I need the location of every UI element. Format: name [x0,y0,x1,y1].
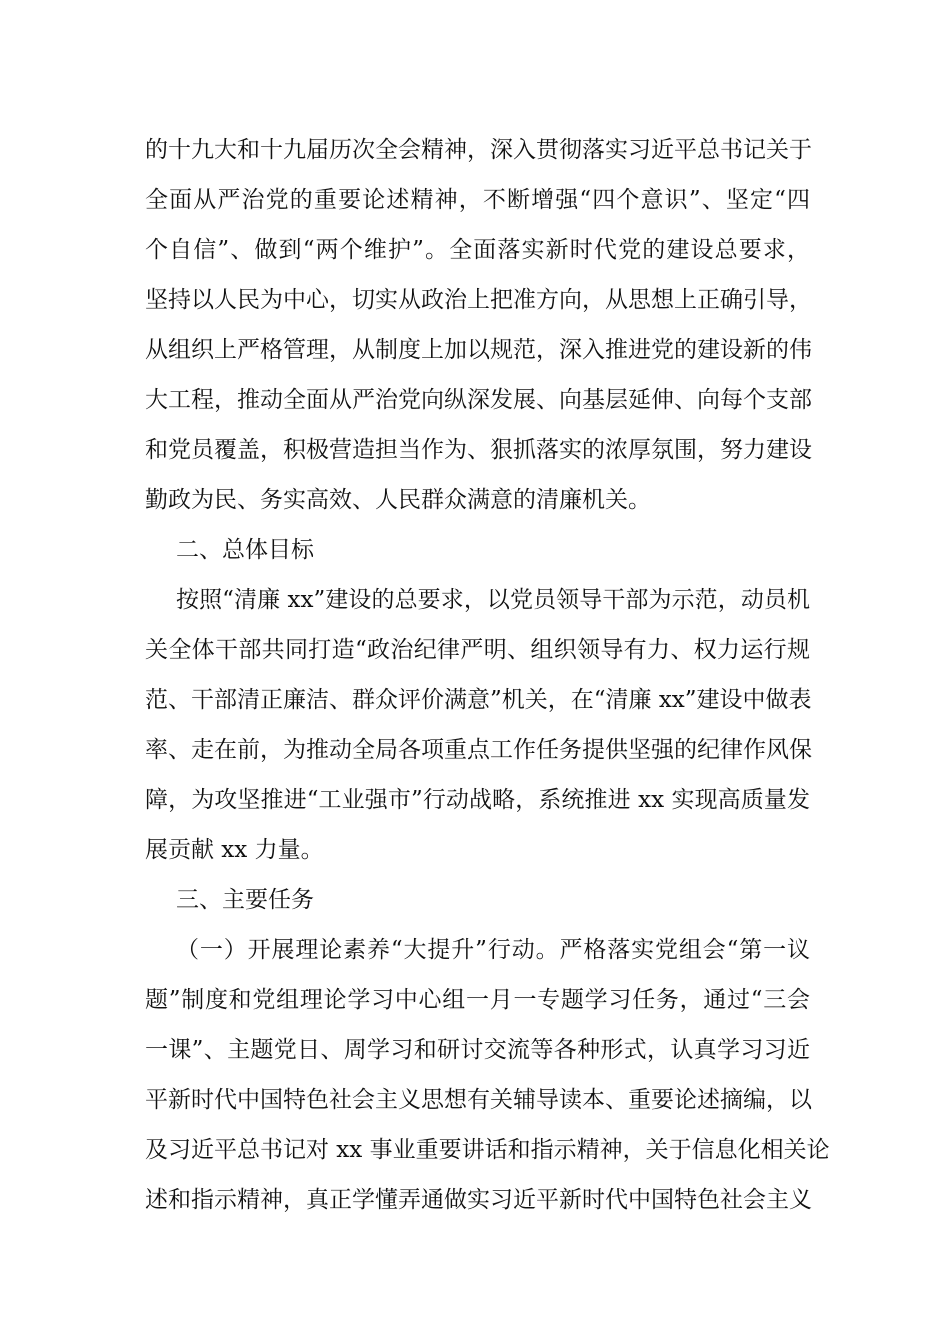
paragraph-1-line-5: 从组织上严格管理，从制度上加以规范，深入推进党的建设新的伟 [145,337,812,363]
paragraph-3-line-2: 题”制度和党组理论学习中心组一月一专题学习任务，通过“三会 [145,987,810,1013]
paragraph-3-line-1: （一）开展理论素养“大提升”行动。严格落实党组会“第一议 [176,937,810,963]
paragraph-1-line-2: 全面从严治党的重要论述精神，不断增强“四个意识”、坚定“四 [145,187,810,213]
paragraph-1-line-4: 坚持以人民为中心，切实从政治上把准方向，从思想上正确引导， [145,287,812,313]
paragraph-3-line-5: 及习近平总书记对 xx 事业重要讲话和指示精神，关于信息化相关论 [145,1137,830,1163]
paragraph-3-line-3: 一课”、主题党日、周学习和研讨交流等各种形式，认真学习习近 [145,1037,810,1063]
paragraph-2-line-2: 关全体干部共同打造“政治纪律严明、组织领导有力、权力运行规 [145,637,810,663]
paragraph-3-line-6: 述和指示精神，真正学懂弄通做实习近平新时代中国特色社会主义 [145,1187,812,1213]
paragraph-1-line-7: 和党员覆盖，积极营造担当作为、狠抓落实的浓厚氛围，努力建设 [145,437,812,463]
paragraph-3-line-4: 平新时代中国特色社会主义思想有关辅导读本、重要论述摘编，以 [145,1087,812,1113]
paragraph-2-line-3: 范、干部清正廉洁、群众评价满意”机关，在“清廉 xx”建设中做表 [145,687,812,713]
paragraph-1-line-3: 个自信”、做到“两个维护”。全面落实新时代党的建设总要求， [145,237,810,263]
paragraph-2-line-5: 障，为攻坚推进“工业强市”行动战略，系统推进 xx 实现高质量发 [145,787,810,813]
paragraph-2-line-1: 按照“清廉 xx”建设的总要求，以党员领导干部为示范，动员机 [176,587,810,613]
paragraph-1-line-1: 的十九大和十九届历次全会精神，深入贯彻落实习近平总书记关于 [145,137,812,163]
paragraph-1-line-6: 大工程，推动全面从严治党向纵深发展、向基层延伸、向每个支部 [145,387,812,413]
paragraph-1-line-8: 勤政为民、务实高效、人民群众满意的清廉机关。 [145,487,651,513]
section-heading-overall-goals: 二、总体目标 [176,537,314,563]
paragraph-2-line-4: 率、走在前，为推动全局各项重点工作任务提供坚强的纪律作风保 [145,737,812,763]
section-heading-main-tasks: 三、主要任务 [176,887,314,913]
paragraph-2-line-6: 展贡献 xx 力量。 [145,837,324,863]
